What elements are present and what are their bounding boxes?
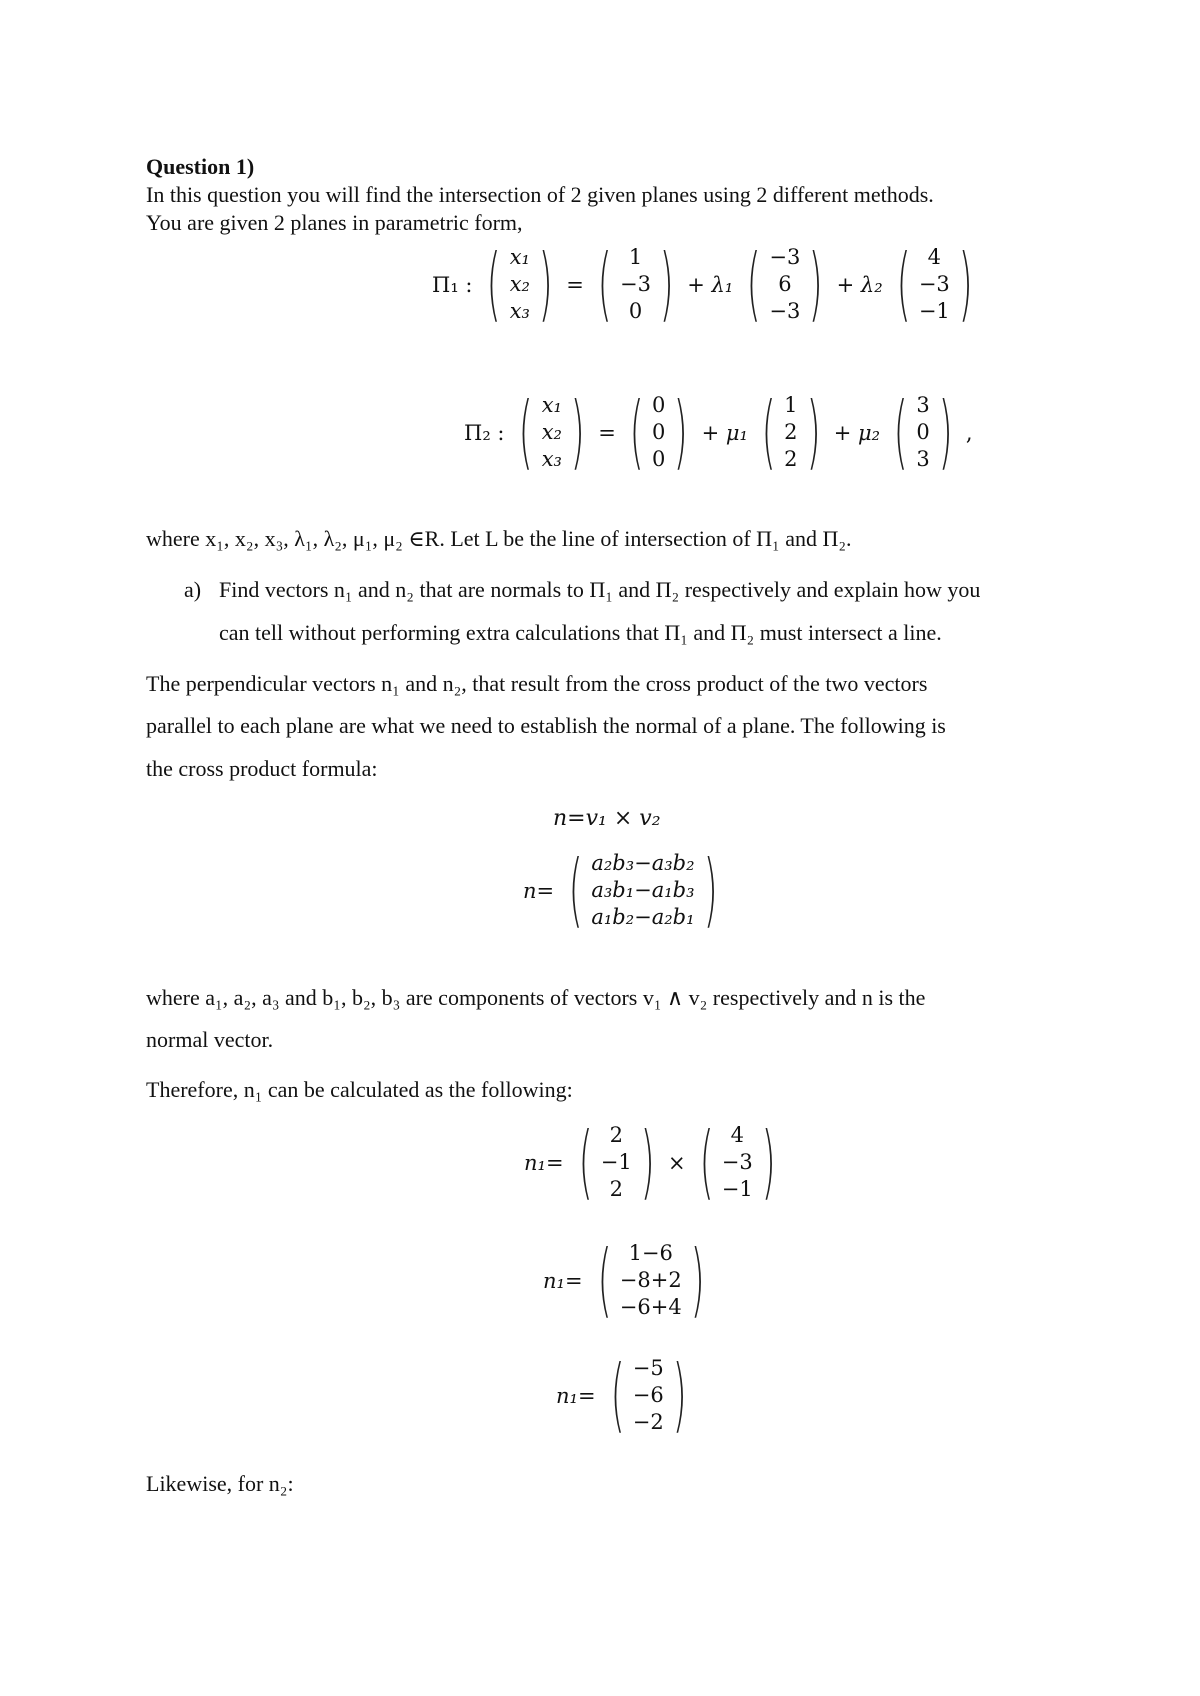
n1-expanded-equation: n₁= ( 1−6 −8+2 −6+4 ) <box>543 1240 715 1321</box>
therefore-line: Therefore, n₁ can be calculated as the following: <box>146 1077 573 1102</box>
n1-result-equation: n₁= ( −5 −6 −2 ) <box>556 1355 697 1436</box>
plane1-label: Π₁ : <box>432 272 473 297</box>
plane1-direction-1: ( −3 6 −3 ) <box>746 237 824 330</box>
paragraph-line-3: the cross product formula: <box>146 756 378 781</box>
where-line: where x₁, x₂, x₃, λ₁, λ₂, μ₁, μ₂ ∈R. Let L be the line of intersection of Π₁ and Π₂. <box>146 526 852 551</box>
question-a-label: a) <box>184 577 202 602</box>
where2-line-2: normal vector. <box>146 1027 274 1052</box>
likewise-line: Likewise, for n₂: <box>146 1471 294 1496</box>
normal-formula: n= ( a₂b₃−a₃b₂ a₃b₁−a₁b₃ a₁b₂−a₂b₁ ) <box>523 850 728 931</box>
plane2-equation: Π₂ : ( x₁ x₂ x₃ ) = ( 0 0 0 ) + μ₁ ( 1 2 2 ) + μ₂ ( 3 0 3 ) , <box>464 385 973 478</box>
plane2-point-vector: ( 0 0 0 ) <box>629 385 689 478</box>
question-a-line-2: can tell without performing extra calculations that Π₁ and Π₂ must intersect a line. <box>219 620 942 645</box>
plane2-label: Π₂ : <box>464 420 505 445</box>
where2-line-1: where a₁, a₂, a₃ and b₁, b₂, b₃ are components of vectors v₁ ∧ v₂ respectively and n is the <box>146 985 926 1010</box>
plane1-point-vector: ( 1 −3 0 ) <box>597 237 674 330</box>
n1-cross-equation: n₁= ( 2 −1 2 ) × ( 4 −3 −1 ) <box>524 1122 786 1203</box>
n1-vector-b: ( 4 −3 −1 ) <box>699 1115 776 1208</box>
cross-product-equation: n=v₁ × v₂ <box>553 806 661 831</box>
plane2-direction-2: ( 3 0 3 ) <box>893 385 953 478</box>
normal-formula-matrix: ( a₂b₃−a₃b₂ a₃b₁−a₁b₃ a₁b₂−a₂b₁ ) <box>568 843 718 936</box>
paragraph-line-2: parallel to each plane are what we need to establish the normal of a plane. The following is <box>146 713 946 738</box>
intro-line-2: You are given 2 planes in parametric form, <box>146 210 523 235</box>
plane1-equation: Π₁ : ( x₁ x₂ x₃ ) = ( 1 −3 0 ) + λ₁ ( −3 6 −3 ) + λ₂ ( 4 −3 −1 ) <box>432 244 983 325</box>
question-heading: Question 1) <box>146 154 255 179</box>
n1-result-matrix: ( −5 −6 −2 ) <box>610 1348 687 1441</box>
n1-expanded-matrix: ( 1−6 −8+2 −6+4 ) <box>597 1233 705 1326</box>
question-a-line-1: Find vectors n₁ and n₂ that are normals to Π₁ and Π₂ respectively and explain how you <box>219 577 981 602</box>
plane2-direction-1: ( 1 2 2 ) <box>761 385 821 478</box>
paragraph-line-1: The perpendicular vectors n₁ and n₂, that result from the cross product of the two vectors <box>146 671 928 696</box>
n1-vector-a: ( 2 −1 2 ) <box>578 1115 655 1208</box>
intro-line-1: In this question you will find the intersection of 2 given planes using 2 different methods. <box>146 182 934 207</box>
plane1-direction-2: ( 4 −3 −1 ) <box>896 237 973 330</box>
plane1-x-vector: ( x₁ x₂ x₃ ) <box>487 237 553 330</box>
plane2-x-vector: ( x₁ x₂ x₃ ) <box>519 385 585 478</box>
